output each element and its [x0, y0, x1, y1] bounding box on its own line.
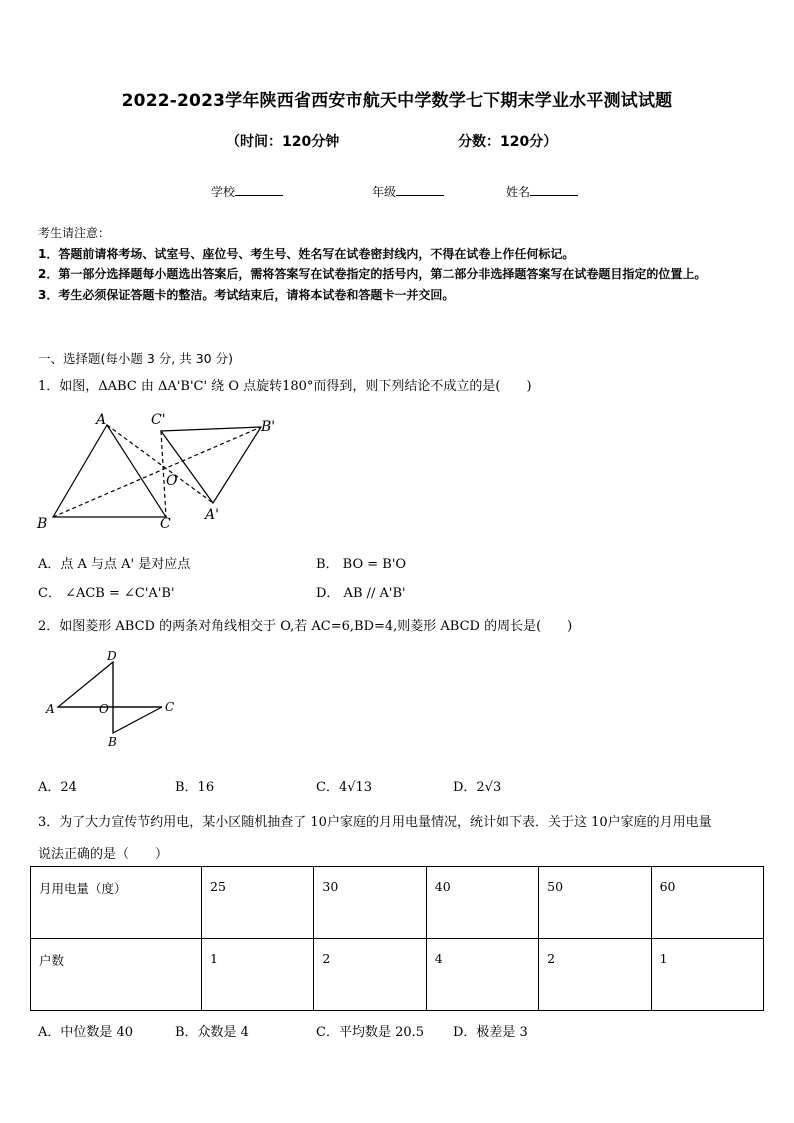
q1-option-c: C． ∠ACB = ∠C'A'B': [38, 586, 175, 601]
q1-option-a: A．点 A 与点 A' 是对应点: [38, 557, 191, 572]
q3-option-c: C．平均数是 20.5: [316, 1025, 425, 1040]
table-row: [31, 867, 764, 939]
q2-figure: [40, 645, 190, 753]
name-field: [506, 183, 578, 200]
exam-notes: [38, 223, 762, 305]
school-field: [211, 183, 283, 200]
page-title: 2022-2023学年陕西省西安市航天中学数学七下期末学业水平测试试题: [121, 91, 673, 111]
table-cell: 60: [651, 867, 763, 939]
label-b: B: [108, 735, 117, 749]
table-cell: 40: [426, 867, 538, 939]
exam-time: （时间：120分钟: [226, 134, 340, 150]
notes-heading: 考生请注意：: [38, 226, 111, 240]
label-c-prime: C': [151, 412, 166, 428]
label-c: C: [160, 516, 171, 532]
table-cell: 4: [426, 939, 538, 1011]
dashed-a-a1: [107, 425, 213, 503]
table-cell: 月用电量（度）: [31, 867, 202, 939]
q2-stem: 2．如图菱形 ABCD 的两条对角线相交于 O,若 AC=6,BD=4,则菱形 ABCD 的周长是( ): [38, 619, 573, 634]
label-b: B: [37, 516, 48, 532]
q2-option-d: D．2√3: [453, 780, 502, 795]
label-c: C: [165, 700, 175, 714]
label-a: A: [46, 702, 55, 716]
table-cell: 30: [314, 867, 426, 939]
q1-stem: 1．如图，ΔABC 由 ΔA'B'C' 绕 O 点旋转180°而得到，则下列结论不成立的是( ): [38, 379, 532, 394]
grade-field: [372, 183, 444, 200]
q3-option-d: D．极差是 3: [453, 1025, 528, 1040]
q3-option-b: B．众数是 4: [175, 1025, 249, 1040]
label-b-prime: B': [261, 419, 276, 435]
q3-option-a: A．中位数是 40: [38, 1025, 134, 1040]
q2-option-c: C．4√13: [316, 780, 373, 795]
q3-stem-line2: 说法正确的是（ ）: [38, 847, 169, 862]
triangle-a1b1c1: [161, 427, 261, 503]
name-blank: [530, 183, 578, 196]
grade-label: 年级: [372, 185, 397, 199]
electricity-table: [30, 866, 764, 1011]
label-a: A: [96, 412, 107, 428]
name-label: 姓名: [506, 185, 531, 199]
q1-figure: [30, 404, 300, 534]
q1-option-d: D． AB // A'B': [316, 586, 406, 601]
rhombus-outline: [58, 662, 162, 733]
q3-stem-line1: 3．为了大力宣传节约用电，某小区随机抽查了 10户家庭的月用电量情况，统计如下表．关于这 10户家庭的月用电量: [38, 815, 712, 830]
note-2: 2．第一部分选择题每小题选出答案后，需将答案写在试卷指定的括号内，第二部分非选择题答案写在试卷题目指定的位置上。: [38, 267, 707, 281]
table-cell: 50: [539, 867, 651, 939]
section-title: 一、选择题(每小题 3 分, 共 30 分): [38, 351, 233, 366]
table-cell: 1: [202, 939, 314, 1011]
label-d: D: [107, 649, 117, 663]
table-row: [31, 939, 764, 1011]
note-3: 3．考生必须保证答题卡的整洁。考试结束后，请将本试卷和答题卡一并交回。: [38, 287, 455, 302]
table-cell: 1: [651, 939, 763, 1011]
q1-option-b: B． BO = B'O: [316, 557, 407, 572]
school-blank: [235, 183, 283, 196]
note-1: 1．答题前请将考场、试室号、座位号、考生号、姓名写在试卷密封线内，不得在试卷上作任何标记。: [38, 246, 575, 261]
table-cell: 2: [314, 939, 426, 1011]
label-o: O: [166, 473, 178, 489]
label-o: O: [99, 702, 109, 716]
table-cell: 2: [539, 939, 651, 1011]
grade-blank: [396, 183, 444, 196]
table-cell: 户数: [31, 939, 202, 1011]
school-label: 学校: [211, 185, 236, 199]
q2-option-a: A．24: [38, 780, 77, 795]
q2-option-b: B．16: [175, 780, 215, 795]
label-a-prime: A': [205, 507, 219, 523]
table-cell: 25: [202, 867, 314, 939]
exam-score: 分数：120分）: [458, 134, 558, 150]
triangle-abc: [53, 425, 166, 517]
